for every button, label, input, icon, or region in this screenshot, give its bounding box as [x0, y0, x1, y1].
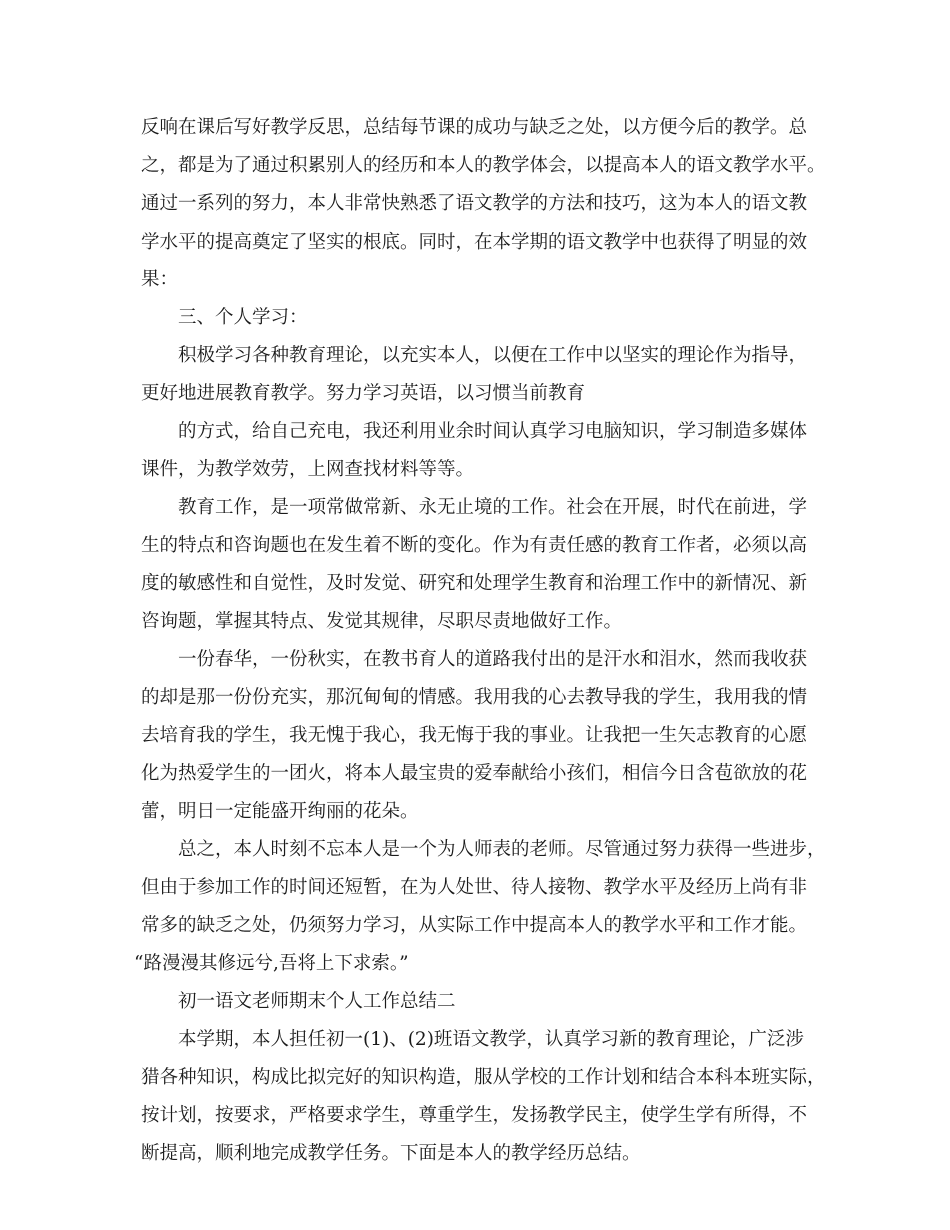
- text-line: 果：: [141, 269, 179, 290]
- text-line: 度的敏感性和自觉性，及时发觉、研究和处理学生教育和治理工作中的新情况、新: [141, 573, 808, 594]
- text-line: 化为热爱学生的一团火，将本人最宝贵的爱奉献给小孩们，相信今日含苞欲放的花: [141, 763, 808, 784]
- text-line: 更好地进展教育教学。努力学习英语，以习惯当前教育: [141, 383, 586, 404]
- text-line: 积极学习各种教育理论，以充实本人，以便在工作中以坚实的理论作为指导，: [178, 345, 808, 366]
- text-line: 的却是那一份份充实，那沉甸甸的情感。我用我的心去教导我的学生，我用我的情: [141, 687, 808, 708]
- text-line: 按计划，按要求，严格要求学生，尊重学生，发扬教学民主，使学生学有所得，不: [141, 1105, 808, 1126]
- text-line: 但由于参加工作的时间还短暂，在为人处世、待人接物、教学水平及经历上尚有非: [141, 877, 808, 898]
- text-line: 常多的缺乏之处，仍须努力学习，从实际工作中提高本人的教学水平和工作才能。: [141, 915, 808, 936]
- text-line: 咨询题，掌握其特点、发觉其规律，尽职尽责地做好工作。: [141, 611, 623, 632]
- text-line: 通过一系列的努力，本人非常快熟悉了语文教学的方法和技巧，这为本人的语文教: [141, 193, 808, 214]
- text-line: 生的特点和咨询题也在发生着不断的变化。作为有责任感的教育工作者，必须以高: [141, 535, 808, 556]
- section-heading: 三、个人学习：: [178, 307, 308, 328]
- text-line: 之，都是为了通过积累别人的经历和本人的教学体会，以提高本人的语文教学水平。: [141, 155, 826, 176]
- text-line: 学水平的提高奠定了坚实的根底。同时，在本学期的语文教学中也获得了明显的效: [141, 232, 808, 253]
- quote-line: “路漫漫其修远兮,吾将上下求索。”: [134, 953, 409, 974]
- text-line: 课件，为教学效劳，上网查找材料等等。: [141, 459, 475, 480]
- text-line: 断提高，顺利地完成教学任务。下面是本人的教学经历总结。: [141, 1143, 641, 1164]
- text-line: 反响在课后写好教学反思，总结每节课的成功与缺乏之处，以方便今后的教学。总: [141, 117, 808, 138]
- text-line: 猎各种知识，构成比拟完好的知识构造，服从学校的工作计划和结合本科本班实际，: [141, 1067, 826, 1088]
- text-line: 去培育我的学生，我无愧于我心，我无悔于我的事业。让我把一生矢志教育的心愿: [141, 725, 808, 746]
- section-title: 初一语文老师期末个人工作总结二: [178, 991, 456, 1012]
- text-line: 本学期，本人担任初一(1)、(2)班语文教学，认真学习新的教育理论，广泛涉: [178, 1029, 804, 1050]
- text-line: 教育工作，是一项常做常新、永无止境的工作。社会在开展，时代在前进，学: [178, 497, 808, 518]
- text-line: 的方式，给自己充电，我还利用业余时间认真学习电脑知识，学习制造多媒体: [178, 421, 808, 442]
- text-line: 一份春华，一份秋实，在教书育人的道路我付出的是汗水和泪水，然而我收获: [178, 649, 808, 670]
- text-line: 蕾，明日一定能盛开绚丽的花朵。: [141, 801, 419, 822]
- text-line: 总之，本人时刻不忘本人是一个为人师表的老师。尽管通过努力获得一些进步，: [178, 839, 826, 860]
